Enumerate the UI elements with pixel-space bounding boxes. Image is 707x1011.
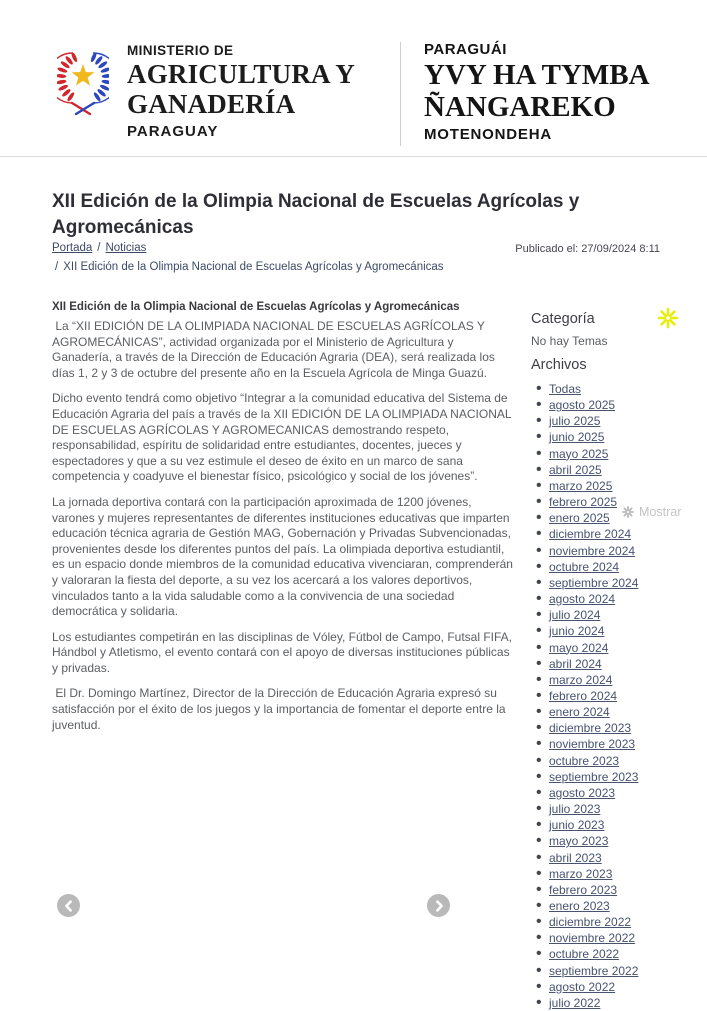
ministry-line2: AGRICULTURA Y	[127, 59, 355, 89]
archive-link[interactable]: octubre 2024	[549, 559, 620, 574]
archive-item	[536, 640, 707, 656]
archive-link[interactable]: julio 2023	[549, 802, 601, 817]
archive-link[interactable]: marzo 2025	[549, 478, 613, 493]
archives-title: Archivos	[531, 357, 587, 373]
chevron-left-icon	[58, 895, 80, 917]
archive-item	[536, 753, 707, 769]
archive-item	[536, 736, 707, 752]
paraguay-coat-of-arms-icon	[57, 40, 109, 127]
guarani-line2: YVY HA TYMBA	[424, 59, 650, 91]
archive-link[interactable]: febrero 2025	[549, 495, 618, 510]
archive-link[interactable]: enero 2023	[549, 899, 610, 913]
archive-link[interactable]: junio 2025	[549, 430, 605, 445]
breadcrumb-portada-link[interactable]: Portada	[52, 242, 93, 254]
archive-item	[536, 478, 707, 494]
archive-item	[536, 704, 707, 720]
archive-item	[536, 785, 707, 801]
archive-link[interactable]: junio 2024	[549, 624, 605, 639]
guarani-line1: PARAGUÁI	[424, 41, 507, 58]
guarani-wordmark	[424, 40, 650, 145]
archive-item	[536, 817, 707, 833]
article-paragraph: Dicho evento tendrá como objetivo “Integrar a la comunidad educativa del Sistema de Educación Agraria del país a través de la XII EDICIÓN DE LA OLIMPIADA NACIONAL DE ESCUELAS AGRÍCOLAS Y AGROMECANICAS demostrando respeto, responsabilidad, espíritu de solidaridad entre estudiantes, docentes, jueces y espectadores y que a su vez estimule el deseo de éxito en un marco de sana competencia y coadyuve el bienestar físico, psicológico y social de los jóvenes”.	[52, 391, 515, 484]
archive-item	[536, 688, 707, 704]
archive-link[interactable]: mayo 2024	[549, 640, 609, 655]
archive-link[interactable]: Todas	[549, 382, 582, 396]
archive-item	[536, 397, 707, 413]
breadcrumb-line1	[52, 241, 532, 256]
archive-link[interactable]: diciembre 2024	[549, 527, 632, 542]
archives-list	[536, 381, 707, 1011]
category-title: Categoría	[531, 311, 595, 327]
archive-item	[536, 656, 707, 672]
carousel-prev-button[interactable]	[57, 894, 80, 917]
archive-item	[536, 801, 707, 817]
site-header	[0, 0, 707, 157]
archive-link[interactable]: junio 2023	[549, 818, 605, 833]
archive-item	[536, 607, 707, 623]
archive-item	[536, 429, 707, 445]
archive-item	[536, 672, 707, 688]
star-icon	[72, 64, 95, 86]
archive-item	[536, 963, 707, 979]
archive-link[interactable]: noviembre 2023	[549, 737, 636, 752]
breadcrumb	[52, 241, 532, 275]
archive-link[interactable]: mayo 2025	[549, 446, 609, 461]
archive-link[interactable]: septiembre 2022	[549, 963, 639, 978]
archive-link[interactable]: noviembre 2022	[549, 931, 636, 946]
archive-item	[536, 930, 707, 946]
header-divider	[400, 42, 401, 146]
breadcrumb-line2	[52, 260, 532, 275]
archive-item	[536, 833, 707, 849]
archive-item	[536, 559, 707, 575]
breadcrumb-noticias-link[interactable]: Noticias	[105, 242, 147, 254]
article-body	[52, 319, 515, 743]
published-date: Publicado el: 27/09/2024 8:11	[515, 243, 660, 255]
article-paragraph: El Dr. Domingo Martínez, Director de la Dirección de Educación Agraria expresó su satisfacción por el éxito de los juegos y la importancia de fomentar el deporte entre la juventud.	[52, 686, 509, 732]
guarani-line4: MOTENONDEHA	[424, 126, 552, 143]
ministry-line1: MINISTERIO DE	[127, 43, 234, 58]
archive-item	[536, 381, 707, 397]
archive-item	[536, 526, 707, 542]
archive-item	[536, 413, 707, 429]
guarani-line3: ÑANGAREKO	[424, 91, 616, 123]
ministry-line4: PARAGUAY	[127, 123, 219, 140]
asterisk-icon	[657, 307, 679, 329]
archive-item	[536, 850, 707, 866]
archive-item	[536, 882, 707, 898]
archive-item	[536, 898, 707, 914]
category-empty-text: No hay Temas	[531, 334, 608, 348]
archive-link[interactable]: agosto 2022	[549, 979, 616, 994]
archive-link[interactable]: diciembre 2022	[549, 915, 632, 930]
archive-link[interactable]: agosto 2024	[549, 592, 616, 607]
show-tooltip[interactable]	[617, 499, 687, 525]
archive-item	[536, 446, 707, 462]
archive-item	[536, 866, 707, 882]
archive-link[interactable]: enero 2024	[549, 705, 610, 720]
archive-link[interactable]: abril 2025	[549, 462, 602, 477]
archive-link[interactable]: enero 2025	[549, 511, 610, 526]
ministry-wordmark	[127, 42, 355, 142]
archive-item	[536, 995, 707, 1011]
archive-link[interactable]: septiembre 2023	[549, 769, 639, 784]
archive-link[interactable]: abril 2024	[549, 656, 602, 671]
article-heading: XII Edición de la Olimpia Nacional de Escuelas Agrícolas y Agromecánicas	[52, 301, 460, 313]
breadcrumb-separator: /	[55, 261, 59, 273]
archive-link[interactable]: mayo 2023	[549, 834, 609, 849]
archive-item	[536, 769, 707, 785]
article-paragraph: La jornada deportiva contará con la participación aproximada de 1200 jóvenes, varones y mujeres representantes de diferentes instituciones educativas que imparten educación técnica agraria de Gestión MAG, Gobernación y Privadas Subvencionadas, provenientes desde los diferentes puntos del país. La olimpiada deportiva estudiantil, es un espacio donde miembros de la comunidad educativa vivenciaran, comprenderán y valoraran la fiesta del deporte, a su vez los acercará a los valores deportivos, vinculados tanto a la vida saludable como a la convivencia de una sociedad democrática y solidaria.	[52, 494, 517, 619]
breadcrumb-separator: /	[97, 242, 101, 254]
breadcrumb-current: XII Edición de la Olimpia Nacional de Escuelas Agrícolas y Agromecánicas	[63, 261, 444, 273]
archive-link[interactable]: octubre 2022	[549, 947, 620, 962]
archive-link[interactable]: julio 2025	[549, 414, 601, 429]
archive-link[interactable]: febrero 2023	[549, 882, 618, 897]
accessibility-widget-button[interactable]	[657, 307, 679, 334]
page-title: XII Edición de la Olimpia Nacional de Escuelas Agrícolas y Agromecánicas	[52, 191, 580, 238]
archive-item	[536, 462, 707, 478]
ministry-line3: GANADERÍA	[127, 89, 296, 119]
archive-link[interactable]: agosto 2023	[549, 785, 616, 800]
chevron-right-icon	[428, 895, 450, 917]
archive-link[interactable]: febrero 2024	[549, 688, 618, 703]
archive-item	[536, 720, 707, 736]
archive-link[interactable]: julio 2022	[549, 995, 601, 1010]
archive-item	[536, 543, 707, 559]
archive-link[interactable]: noviembre 2024	[549, 543, 636, 558]
archive-item	[536, 914, 707, 930]
archive-link[interactable]: julio 2024	[549, 608, 601, 623]
archive-link[interactable]: marzo 2023	[549, 866, 613, 881]
archive-item	[536, 946, 707, 962]
archive-item	[536, 623, 707, 639]
article-paragraph: La “XII EDICIÓN DE LA OLIMPIADA NACIONAL DE ESCUELAS AGRÍCOLAS Y AGROMECÁNICAS”, actividad organizada por el Ministerio de Agricultura y Ganadería, a través de la Dirección de Educación Agraria (DEA), será realizada los días 1, 2 y 3 de octubre del presente año en la Escuela Agrícola de Minga Guazú.	[52, 319, 499, 380]
archive-link[interactable]: diciembre 2023	[549, 721, 632, 736]
archive-item	[536, 979, 707, 995]
archive-link[interactable]: octubre 2023	[549, 753, 620, 768]
archive-item	[536, 591, 707, 607]
show-icon	[621, 505, 635, 519]
archive-link[interactable]: abril 2023	[549, 850, 602, 865]
archive-link[interactable]: agosto 2025	[549, 398, 616, 413]
archive-link[interactable]: septiembre 2024	[549, 575, 639, 590]
show-label: Mostrar	[639, 505, 682, 519]
archive-link[interactable]: marzo 2024	[549, 672, 613, 687]
carousel-next-button[interactable]	[427, 894, 450, 917]
archive-item	[536, 575, 707, 591]
article-paragraph: Los estudiantes competirán en las disciplinas de Vóley, Fútbol de Campo, Futsal FIFA, Hándbol y Atletismo, el evento contará con el apoyo de diversas instituciones públicas y privadas.	[52, 629, 516, 675]
